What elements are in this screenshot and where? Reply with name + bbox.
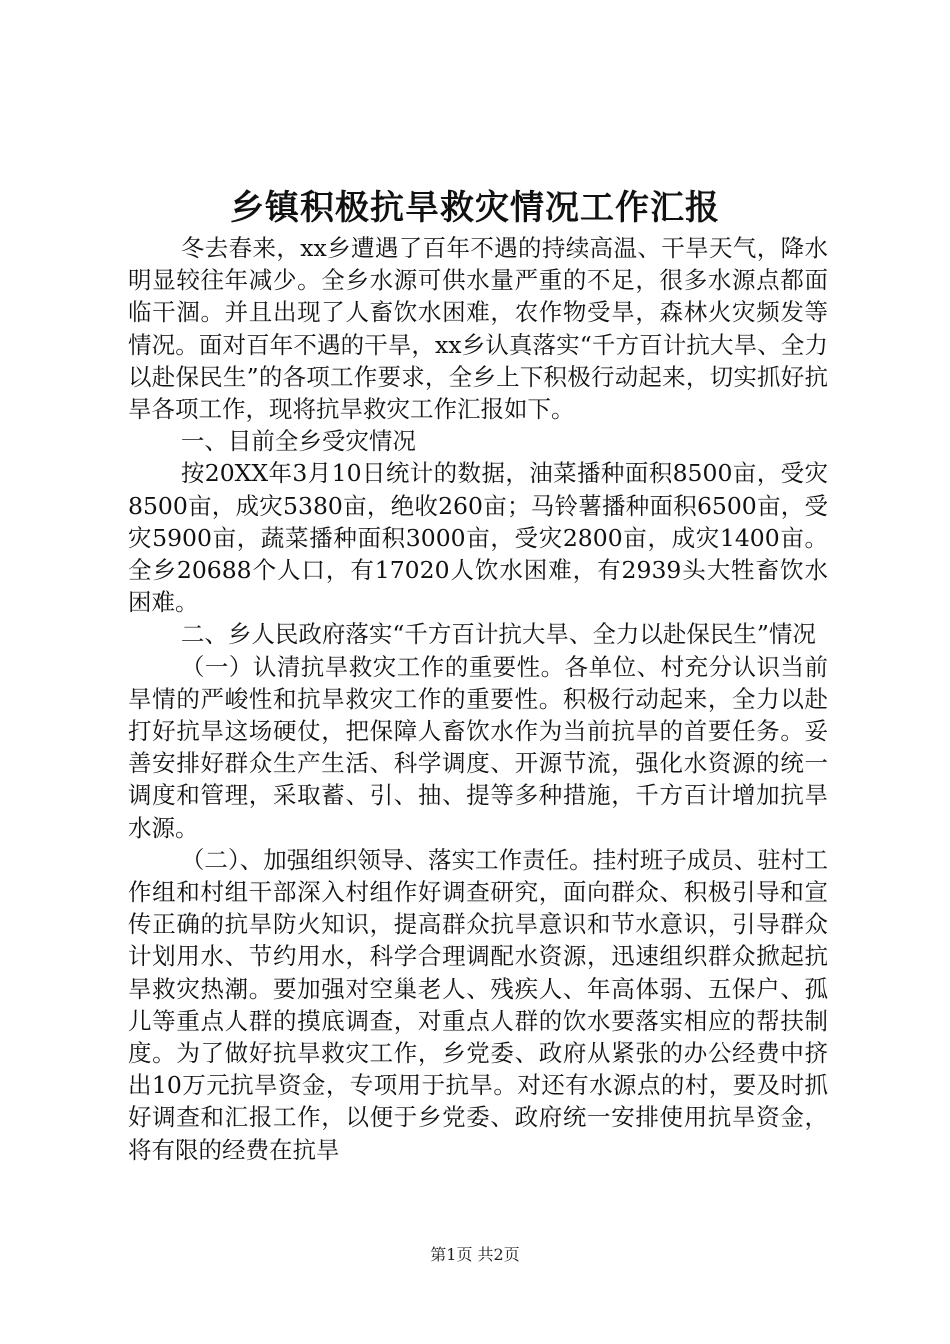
document-title: 乡镇积极抗旱救灾情况工作汇报 [230, 188, 720, 228]
section-heading-1: 一、目前全乡受灾情况 [180, 427, 416, 456]
document-body [128, 232, 828, 1166]
page-number-footer: 第1页 共2页 [430, 1245, 520, 1264]
paragraph-subsection-2: （二）、加强组织领导、落实工作责任。挂村班子成员、驻村工作组和村组干部深入村组作好调查研究，面向群众、积极引导和宣传正确的抗旱防火知识，提高群众抗旱意识和节水意识，引导群众计划用水、节约用水，科学合理调配水资源，迅速组织群众掀起抗旱救灾热潮。要加强对空巢老人、残疾人、年高体弱、五保户、孤儿等重点人群的摸底调查，对重点人群的饮水要落实相应的帮扶制度。为了做好抗旱救灾工作，乡党委、政府从紧张的办公经费中挤出10万元抗旱资金，专项用于抗旱。对还有水源点的村，要及时抓好调查和汇报工作，以便于乡党委、政府统一安排使用抗旱资金，将有限的经费在抗旱 [128, 845, 828, 1164]
section-heading-2: 二、乡人民政府落实“千方百计抗大旱、全力以赴保民生”情况 [180, 620, 816, 649]
paragraph-statistics: 按20XX年3月10日统计的数据，油菜播种面积8500亩，受灾8500亩，成灾5380亩，绝收260亩；马铃薯播种面积6500亩，受灾5900亩，蔬菜播种面积3000亩，受灾2800亩，成灾1400亩。全乡20688个人口，有17020人饮水困难，有2939头大牲畜饮水困难。 [128, 459, 828, 617]
paragraph-subsection-1: （一）认清抗旱救灾工作的重要性。各单位、村充分认识当前旱情的严峻性和抗旱救灾工作的重要性。积极行动起来，全力以赴打好抗旱这场硬仗，把保障人畜饮水作为当前抗旱的首要任务。妥善安排好群众生产生活、科学调度、开源节流，强化水资源的统一调度和管理，采取蓄、引、抽、提等多种措施，千方百计增加抗旱水源。 [128, 652, 828, 842]
paragraph-intro: 冬去春来，xx乡遭遇了百年不遇的持续高温、干旱天气，降水明显较往年减少。全乡水源可供水量严重的不足，很多水源点都面临干涸。并且出现了人畜饮水困难，农作物受旱，森林火灾频发等情况。面对百年不遇的干旱，xx乡认真落实“千方百计抗大旱、全力以赴保民生”的各项工作要求，全乡上下积极行动起来，切实抓好抗旱各项工作，现将抗旱救灾工作汇报如下。 [128, 234, 828, 424]
